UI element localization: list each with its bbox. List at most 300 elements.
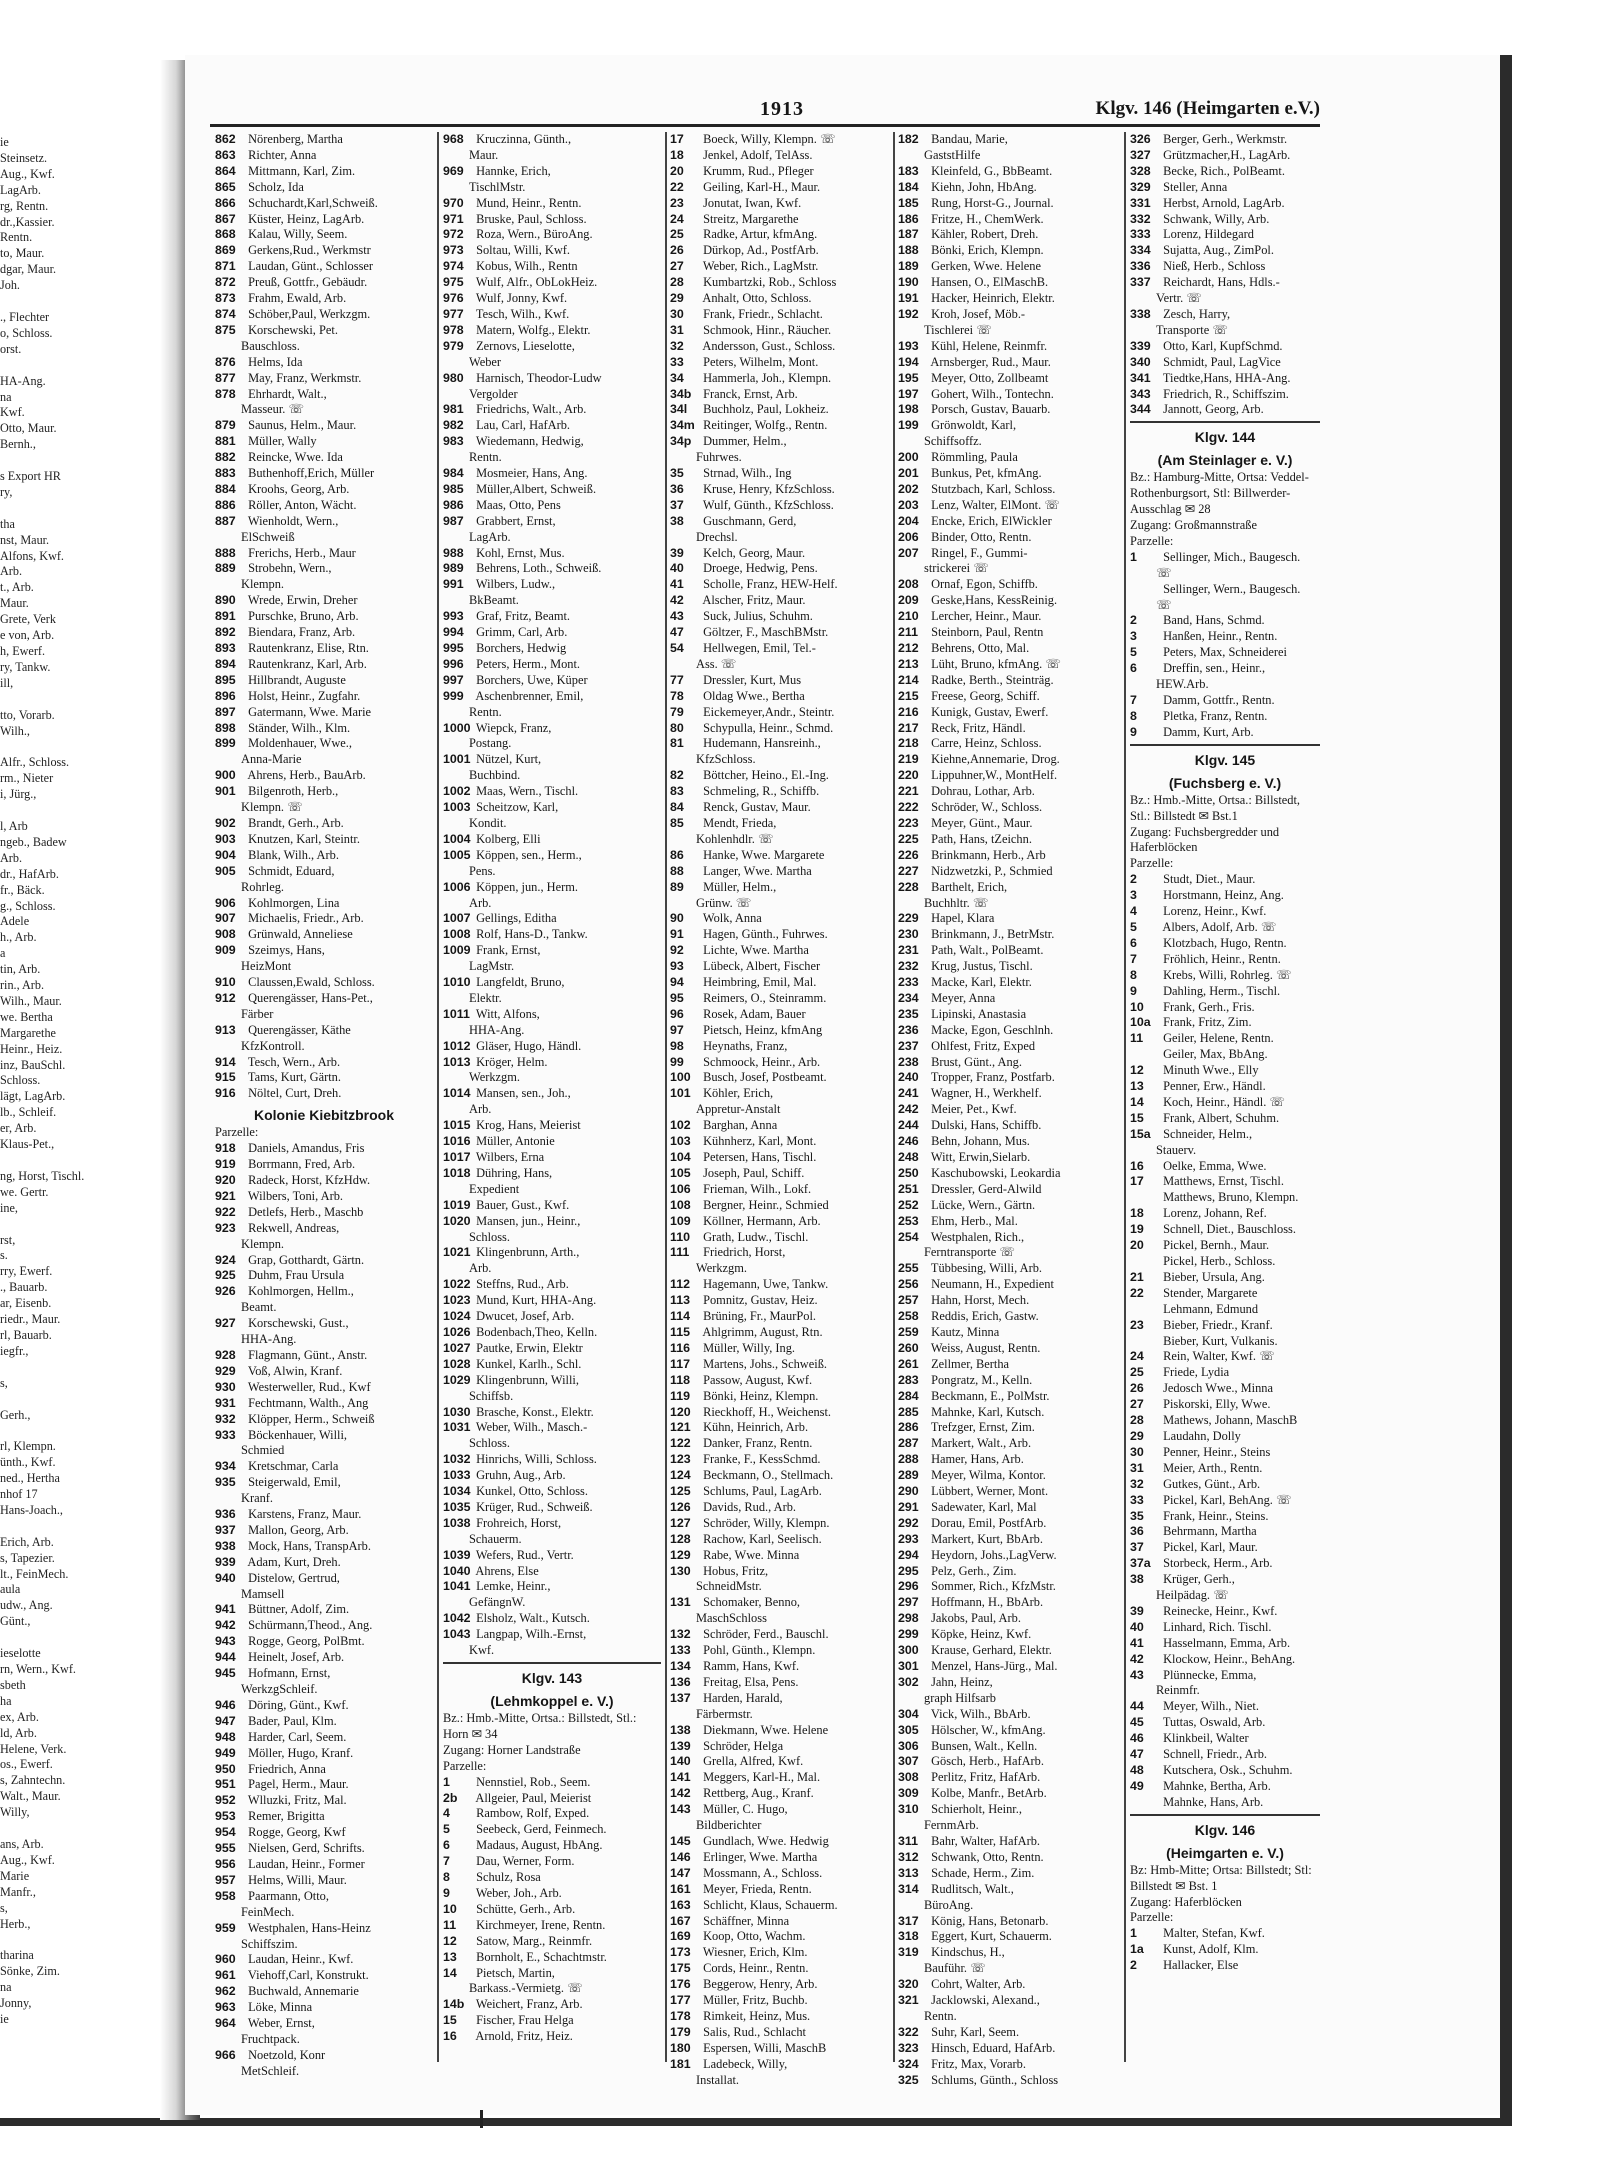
- entry-text: Davids, Rud., Arb.: [700, 1499, 797, 1514]
- directory-entry: [670, 1691, 889, 1707]
- directory-entry: [215, 180, 433, 196]
- entry-text: Löke, Minna: [245, 2000, 313, 2015]
- entry-continuation: Schiffszim.: [241, 1936, 298, 1951]
- parcel-number: 123: [670, 1452, 691, 1467]
- parcel-number: 208: [898, 577, 919, 592]
- left-fragment-line: riedr., Maur.: [0, 1312, 61, 1327]
- directory-entry: [898, 800, 1120, 816]
- directory-entry: [1130, 936, 1320, 952]
- parcel-number: 319: [898, 1945, 919, 1960]
- directory-entry: [898, 911, 1120, 927]
- entry-continuation: Masseur. ☏: [241, 402, 304, 417]
- entry-text: Frank, Gerh., Fris.: [1160, 999, 1255, 1014]
- directory-entry: [898, 1182, 1120, 1198]
- entry-continuation: Reinmfr.: [1156, 1683, 1200, 1698]
- parcel-number: 286: [898, 1420, 919, 1435]
- entry-text: Weber, Ernst,: [245, 2016, 315, 2031]
- directory-entry: [1130, 1699, 1320, 1715]
- entry-text: Espersen, Willi, MaschB: [700, 2040, 827, 2055]
- parcel-number: 332: [1130, 211, 1151, 226]
- directory-entry: [670, 1993, 889, 2009]
- left-fragment-line: Margarethe: [0, 1025, 56, 1040]
- entry-text: Schomaker, Benno,: [700, 1595, 800, 1610]
- directory-entry: [898, 1309, 1120, 1325]
- directory-entry: [215, 307, 433, 323]
- entry-text: Querengässer, Käthe: [245, 1022, 351, 1037]
- parcel-number: 980: [443, 370, 464, 385]
- entry-text: Gohert, Wilh., Tontechn.: [928, 386, 1054, 401]
- directory-entry: [898, 1659, 1120, 1675]
- entry-continuation: Färbermstr.: [696, 1706, 753, 1721]
- parcel-number: 11: [1130, 1031, 1144, 1046]
- entry-continuation: Heilpädag. ☏: [1156, 1588, 1229, 1603]
- entry-text: Roza, Wern., BüroAng.: [473, 227, 593, 242]
- entry-text: Rimkeit, Heinz, Mus.: [700, 2008, 811, 2023]
- parcel-number: 26: [670, 243, 684, 258]
- directory-entry: [215, 1475, 433, 1491]
- entry-continuation: Ferntransporte ☏: [924, 1245, 1015, 1260]
- directory-entry: [1130, 1747, 1320, 1763]
- scan-border-bottom: [0, 2118, 1512, 2126]
- directory-entry: [443, 291, 661, 307]
- entry-text: Schypulla, Heinr., Schmd.: [700, 720, 834, 735]
- directory-entry: [215, 1889, 433, 1905]
- directory-entry: [898, 1548, 1120, 1564]
- entry-text: Lorenz, Johann, Ref.: [1160, 1206, 1267, 1221]
- left-fragment-line: na: [0, 389, 12, 404]
- entry-text: Lippuhner,W., MontHelf.: [928, 768, 1058, 783]
- directory-entry: [898, 1134, 1120, 1150]
- parcel-number: 331: [1130, 195, 1151, 210]
- entry-text: Ringel, F., Gummi-: [928, 545, 1028, 560]
- section-heading: (Heimgarten e. V.): [1166, 1844, 1284, 1861]
- parcel-number: 931: [215, 1395, 236, 1410]
- directory-entry: [1130, 1958, 1320, 1974]
- entry-continuation: Klempn.: [241, 1236, 285, 1251]
- entry-text: Kelch, Georg, Maur.: [700, 545, 806, 560]
- parcel-number: 219: [898, 752, 919, 767]
- left-fragment-line: rst,: [0, 1232, 16, 1247]
- entry-continuation: GaststHilfe: [924, 147, 981, 162]
- parcel-number: 988: [443, 545, 464, 560]
- directory-entry: [898, 816, 1120, 832]
- parcel-number: 1041: [443, 1579, 471, 1594]
- parcel-number: 95: [670, 990, 684, 1005]
- directory-entry: [670, 625, 889, 641]
- entry-text: Krüger, Rud., Schweiß.: [473, 1499, 593, 1514]
- directory-entry: [215, 1618, 433, 1634]
- entry-text: Mathews, Johann, MaschB: [1160, 1413, 1298, 1428]
- parcel-number: 955: [215, 1841, 236, 1856]
- directory-entry: [215, 625, 433, 641]
- left-fragment-line: ry, Tankw.: [0, 659, 51, 674]
- entry-text: Heimbring, Emil, Mal.: [700, 975, 817, 990]
- entry-text: Behrmann, Martha: [1160, 1524, 1257, 1539]
- directory-entry: [215, 498, 433, 514]
- directory-entry: [670, 1484, 889, 1500]
- left-fragment-line: [0, 1392, 175, 1408]
- directory-entry: [1130, 1524, 1320, 1540]
- parcel-number: 948: [215, 1729, 236, 1744]
- parcel-number: 22: [1130, 1285, 1144, 1300]
- directory-entry: [1130, 132, 1320, 148]
- directory-entry: [898, 2025, 1120, 2041]
- directory-entry: [215, 259, 433, 275]
- parcel-number: 37a: [1130, 1556, 1151, 1571]
- entry-text: Kroh, Josef, Möb.-: [928, 306, 1026, 321]
- directory-entry: [443, 243, 661, 259]
- parcel-number: 180: [670, 2040, 691, 2055]
- parcel-number: 80: [670, 720, 684, 735]
- entry-text: Steller, Anna: [1160, 179, 1228, 194]
- entry-text: Krug, Justus, Tischl.: [928, 959, 1033, 974]
- parcel-number: 991: [443, 577, 464, 592]
- directory-entry: [670, 1564, 889, 1580]
- directory-entry: [670, 402, 889, 418]
- directory-entry: [1130, 1190, 1320, 1206]
- left-fragment-line: rin., Arb.: [0, 978, 45, 993]
- entry-text: Peters, Herm., Mont.: [473, 656, 581, 671]
- entry-continuation: HHA-Ang.: [469, 1022, 525, 1037]
- parcel-number: 6: [1130, 661, 1137, 676]
- parcel-number: 254: [898, 1229, 919, 1244]
- parcel-number: 1017: [443, 1150, 471, 1164]
- parcel-number: 864: [215, 163, 236, 178]
- directory-entry: [898, 180, 1120, 196]
- left-fragment-line: Otto, Maur.: [0, 421, 57, 436]
- entry-text: Göltzer, F., MaschBMstr.: [700, 625, 829, 640]
- left-fragment-line: ., Flechter: [0, 309, 50, 324]
- parcel-number: 240: [898, 1070, 919, 1085]
- directory-entry: [215, 1666, 433, 1682]
- left-fragment-line: udw., Ang.: [0, 1598, 53, 1613]
- entry-text: Behn, Johann, Mus.: [928, 1134, 1030, 1149]
- entry-text: Grap, Gotthardt, Gärtn.: [245, 1252, 365, 1267]
- directory-entry: [215, 227, 433, 243]
- directory-entry: [670, 1373, 889, 1389]
- parcel-label: Parzelle:: [1130, 533, 1174, 548]
- directory-entry: [1130, 1477, 1320, 1493]
- entry-text: Hasselmann, Emma, Arb.: [1160, 1635, 1291, 1650]
- parcel-number: 177: [670, 1993, 691, 2008]
- entry-text: Kühl, Helene, Reinmfr.: [928, 338, 1048, 353]
- entry-text: Stutzbach, Karl, Schloss.: [928, 481, 1056, 496]
- entry-continuation: Schiffsoffz.: [924, 434, 982, 449]
- directory-entry: [670, 816, 889, 832]
- parcel-number: 1014: [443, 1086, 471, 1101]
- entry-text: Fechtmann, Walth., Ang: [245, 1395, 369, 1410]
- entry-text: Bieber, Friedr., Kranf.: [1160, 1317, 1273, 1332]
- directory-entry: [1130, 1652, 1320, 1668]
- parcel-number: 221: [898, 784, 919, 799]
- directory-entry: [1130, 148, 1320, 164]
- directory-entry: [443, 1611, 661, 1627]
- entry-text: Pletka, Franz, Rentn.: [1160, 708, 1268, 723]
- parcel-number: 1002: [443, 784, 471, 799]
- entry-text: Rein, Walter, Kwf. ☏: [1160, 1349, 1275, 1364]
- directory-entry: [898, 832, 1120, 848]
- parcel-number: 41: [670, 577, 684, 592]
- parcel-number: 28: [670, 275, 684, 290]
- directory-entry: [670, 1086, 889, 1102]
- section-heading: (Lehmkoppel e. V.): [490, 1693, 614, 1709]
- directory-entry: [898, 1373, 1120, 1389]
- directory-entry: [898, 482, 1120, 498]
- directory-entry: [670, 1293, 889, 1309]
- directory-entry: [670, 689, 889, 705]
- parcel-number: 187: [898, 227, 919, 242]
- entry-text: Reinecke, Heinr., Kwf.: [1160, 1603, 1278, 1618]
- entry-continuation: Schauerm.: [469, 1531, 522, 1546]
- parcel-number: 926: [215, 1284, 236, 1299]
- parcel-number: 8: [443, 1870, 450, 1885]
- directory-entry: [670, 721, 889, 737]
- left-fragment-line: [0, 358, 175, 374]
- parcel-number: 46: [1130, 1731, 1144, 1746]
- entry-text: Frohreich, Horst,: [473, 1515, 562, 1530]
- parcel-number: 1012: [443, 1038, 471, 1053]
- entry-text: Querengässer, Hans-Pet.,: [245, 990, 373, 1005]
- directory-entry: [670, 593, 889, 609]
- entry-continuation: LagArb.: [469, 529, 511, 544]
- directory-entry: [215, 1746, 433, 1762]
- directory-entry: [443, 784, 661, 800]
- directory-entry: [1130, 1334, 1320, 1350]
- directory-entry: [670, 1468, 889, 1484]
- parcel-number: 14: [1130, 1094, 1144, 1109]
- directory-entry: [898, 1452, 1120, 1468]
- directory-entry: [215, 1523, 433, 1539]
- section-rule: [1130, 421, 1320, 423]
- left-fragment-line: orst.: [0, 341, 22, 356]
- entry-text: Geiler, Helene, Rentn.: [1160, 1031, 1274, 1046]
- parcel-number: 228: [898, 879, 919, 894]
- entry-text: Wilbers, Toni, Arb.: [245, 1188, 343, 1203]
- entry-text: Ständer, Wilh., Klm.: [245, 720, 351, 735]
- entry-text: Gerken, Wwe. Helene: [928, 259, 1041, 274]
- entry-text: Bilgenroth, Herb.,: [245, 784, 339, 799]
- directory-entry: [443, 1325, 661, 1341]
- parcel-number: 210: [898, 609, 919, 624]
- directory-entry: [215, 1857, 433, 1873]
- entry-text: Heinelt, Josef, Arb.: [245, 1650, 345, 1665]
- entry-text: Pagel, Herm., Maur.: [245, 1777, 349, 1792]
- parcel-number: 38: [1130, 1572, 1144, 1587]
- entry-text: Pautke, Erwin, Elektr: [473, 1340, 583, 1355]
- directory-entry: [898, 1579, 1120, 1595]
- left-fragment-line: ., Bauarb.: [0, 1280, 48, 1295]
- entry-text: Heydorn, Johs.,LagVerw.: [928, 1547, 1057, 1562]
- parcel-number: 309: [898, 1786, 919, 1801]
- parcel-number: 15: [1130, 1110, 1144, 1125]
- parcel-number: 32: [1130, 1476, 1144, 1491]
- entry-text: Friedrich, R., Schiffszim.: [1160, 386, 1289, 401]
- entry-text: Kohl, Ernst, Mus.: [473, 545, 565, 560]
- entry-text: Küster, Heinz, LagArb.: [245, 211, 365, 226]
- entry-text: Sommer, Rich., KfzMstr.: [928, 1579, 1056, 1594]
- entry-text: Dwucet, Josef, Arb.: [473, 1309, 575, 1324]
- entry-text: Petersen, Hans, Tischl.: [700, 1150, 817, 1164]
- directory-entry: [1130, 1254, 1320, 1270]
- entry-continuation: ☏: [1156, 597, 1172, 612]
- directory-entry: [443, 1564, 661, 1580]
- parcel-number: 34b: [670, 386, 692, 401]
- directory-entry: [670, 1627, 889, 1643]
- directory-entry: [215, 1459, 433, 1475]
- left-fragment-line: o, Schloss.: [0, 325, 53, 340]
- parcel-number: 183: [898, 163, 919, 178]
- left-fragment-line: fr., Bäck.: [0, 882, 45, 897]
- directory-entry: [443, 1806, 661, 1822]
- entry-text: Wienholdt, Wern.,: [245, 513, 339, 528]
- parcel-number: 2: [1130, 872, 1137, 887]
- parcel-number: 184: [898, 179, 919, 194]
- entry-text: Hallacker, Else: [1160, 1958, 1239, 1973]
- parcel-number: 1010: [443, 975, 471, 990]
- entry-text: Brüning, Fr., MaurPol.: [700, 1309, 816, 1324]
- directory-entry: [215, 1539, 433, 1555]
- parcel-number: 961: [215, 1968, 236, 1983]
- parcel-number: 875: [215, 322, 236, 337]
- directory-entry: [443, 1950, 661, 1966]
- parcel-number: 227: [898, 863, 919, 878]
- left-fragment-line: ar, Eisenb.: [0, 1296, 52, 1311]
- entry-text: Buchholz, Paul, Lokheiz.: [700, 402, 829, 417]
- directory-entry: [215, 1650, 433, 1666]
- parcel-number: 94: [670, 975, 684, 990]
- directory-entry: [670, 2041, 889, 2057]
- directory-entry: [670, 609, 889, 625]
- entry-text: Köhler, Erich,: [700, 1086, 774, 1101]
- parcel-number: 242: [898, 1102, 919, 1117]
- parcel-number: 905: [215, 863, 236, 878]
- parcel-number: 17: [670, 132, 684, 146]
- parcel-number: 960: [215, 1952, 236, 1967]
- entry-text: Claussen,Ewald, Schloss.: [245, 975, 375, 990]
- column-5: [1130, 132, 1320, 1974]
- entry-text: Schäffner, Minna: [700, 1913, 790, 1928]
- entry-text: Suck, Julius, Schuhm.: [700, 609, 813, 624]
- entry-text: Ahrens, Herb., BauArb.: [245, 768, 366, 783]
- entry-continuation: Arb.: [469, 1102, 492, 1117]
- entry-text: Arnold, Fritz, Heiz.: [473, 2029, 573, 2044]
- parcel-number: 24: [670, 211, 684, 226]
- parcel-number: 12: [1130, 1063, 1144, 1078]
- directory-entry: [670, 164, 889, 180]
- directory-entry: [898, 1945, 1120, 1961]
- column-3: [670, 132, 889, 2088]
- directory-entry: [898, 1564, 1120, 1580]
- directory-entry: [443, 275, 661, 291]
- parcel-number: 109: [670, 1213, 691, 1228]
- left-fragment-line: ex, Arb.: [0, 1709, 39, 1724]
- parcel-number: 23: [670, 195, 684, 210]
- parcel-number: 214: [898, 672, 919, 687]
- directory-entry: [670, 1977, 889, 1993]
- left-fragment-line: [0, 453, 175, 469]
- directory-entry: [215, 864, 433, 880]
- left-fragment-line: s, Tapezier.: [0, 1550, 55, 1565]
- directory-entry: [670, 1039, 889, 1055]
- left-fragment-line: we. Gertr.: [0, 1184, 49, 1199]
- entry-text: Laudahn, Dolly: [1160, 1428, 1241, 1443]
- directory-entry: [898, 784, 1120, 800]
- parcel-number: 979: [443, 338, 464, 353]
- entry-text: Studt, Diet., Maur.: [1160, 872, 1256, 887]
- entry-text: Kalau, Willy, Seem.: [245, 227, 348, 242]
- parcel-number: 298: [898, 1611, 919, 1626]
- directory-entry: [1130, 1540, 1320, 1556]
- left-fragment-line: ieselotte: [0, 1646, 41, 1661]
- directory-entry: [898, 1007, 1120, 1023]
- parcel-number: 125: [670, 1484, 691, 1499]
- entry-text: Meggers, Karl-H., Mal.: [700, 1770, 821, 1785]
- left-fragment-line: Rentn.: [0, 230, 33, 245]
- directory-entry: [670, 1770, 889, 1786]
- directory-entry: [670, 1357, 889, 1373]
- left-fragment-line: Manfr.,: [0, 1884, 36, 1899]
- parcel-number: 220: [898, 768, 919, 783]
- parcel-number: 898: [215, 720, 236, 735]
- entry-continuation: FernmArb.: [924, 1818, 979, 1833]
- left-fragment-line: Gerh.,: [0, 1407, 31, 1422]
- left-page-fragment: [0, 135, 175, 2055]
- parcel-number: 919: [215, 1157, 236, 1172]
- entry-text: Eggert, Kurt, Schauerm.: [928, 1929, 1052, 1944]
- entry-text: Westphalen, Rich.,: [928, 1229, 1025, 1244]
- left-fragment-line: inz, BauSchl.: [0, 1057, 66, 1072]
- entry-text: Hamer, Hans, Arb.: [928, 1452, 1024, 1467]
- entry-text: Linhard, Rich. Tischl.: [1160, 1619, 1272, 1634]
- entry-text: Path, Hans, tZeichn.: [928, 831, 1032, 846]
- directory-entry: [1130, 1620, 1320, 1636]
- entry-text: Pietsch, Martin,: [473, 1965, 555, 1980]
- parcel-number: 43: [670, 609, 684, 624]
- parcel-number: 989: [443, 561, 464, 576]
- entry-text: Nennstiel, Rob., Seem.: [473, 1774, 591, 1789]
- entry-continuation: Kranf.: [241, 1491, 273, 1506]
- left-fragment-line: Arb.: [0, 850, 23, 865]
- parcel-number: 871: [215, 259, 236, 274]
- entry-continuation: Fuhrwes.: [696, 450, 742, 465]
- directory-entry: [215, 1952, 433, 1968]
- entry-text: Lorenz, Heinr., Kwf.: [1160, 904, 1267, 919]
- directory-entry: [1130, 968, 1320, 984]
- parcel-number: 907: [215, 911, 236, 926]
- directory-entry: [898, 1436, 1120, 1452]
- directory-entry: [443, 1007, 661, 1023]
- directory-entry: [670, 1118, 889, 1134]
- entry-text: Radke, Berth., Steinträg.: [928, 672, 1054, 687]
- entry-text: Markert, Walt., Arb.: [928, 1436, 1032, 1451]
- directory-entry: [215, 1762, 433, 1778]
- entry-continuation: Appretur-Anstalt: [696, 1102, 781, 1117]
- parcel-number: 904: [215, 847, 236, 862]
- entry-text: Kohlmorgen, Lina: [245, 895, 340, 910]
- parcel-number: 971: [443, 211, 464, 226]
- directory-entry: [443, 546, 661, 562]
- parcel-number: 113: [670, 1293, 690, 1308]
- parcel-number: 44: [1130, 1699, 1144, 1714]
- left-fragment-line: ha: [0, 1693, 12, 1708]
- directory-entry: [443, 1134, 661, 1150]
- entry-text: Schmook, Hinr., Räucher.: [700, 322, 832, 337]
- parcel-number: 11: [443, 1917, 457, 1932]
- parcel-number: 236: [898, 1022, 919, 1037]
- entry-continuation: HeizMont: [241, 959, 292, 974]
- directory-entry: [1130, 1302, 1320, 1318]
- directory-entry: [898, 721, 1120, 737]
